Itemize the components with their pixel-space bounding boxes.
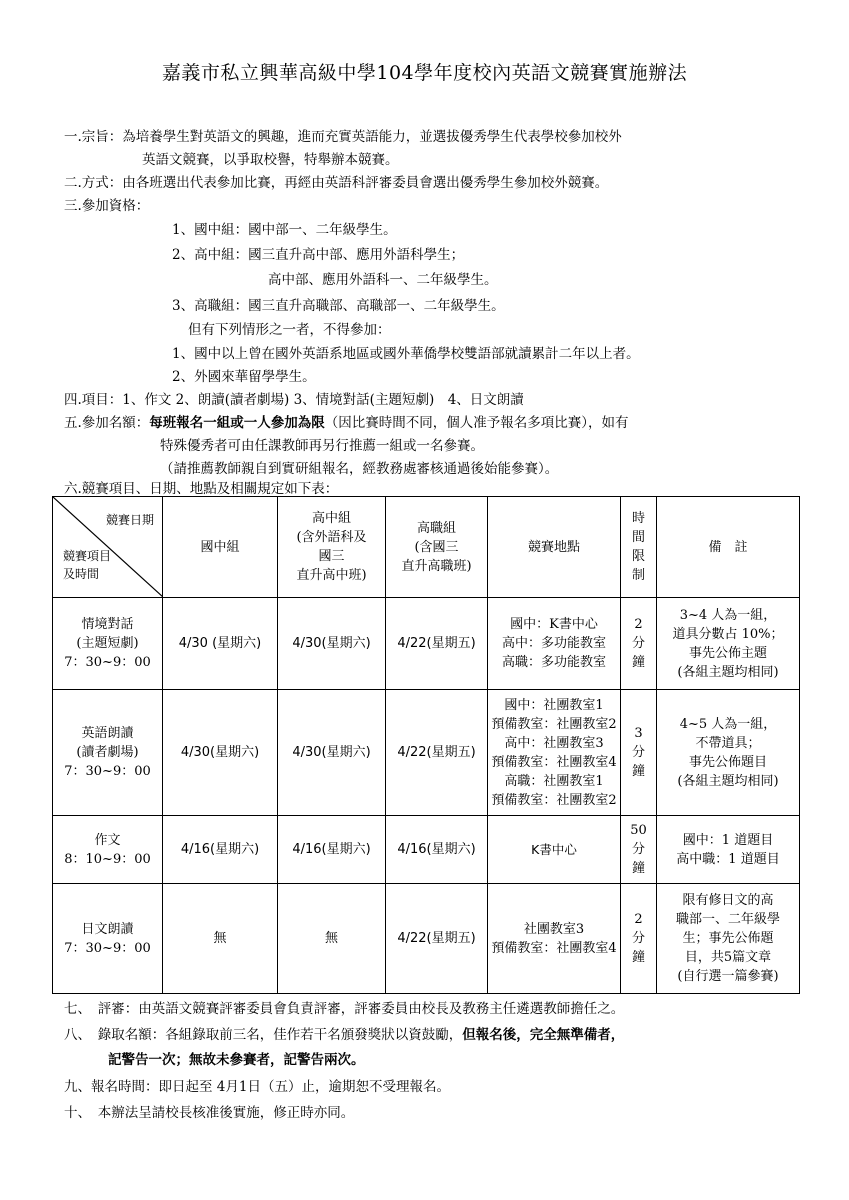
limit-line: 2 (634, 912, 643, 927)
section-method: 二.方式：由各班選出代表參加比賽，再經由英語科評審委員會選出優秀學生參加校外競賽。 (64, 175, 609, 191)
location-line: 預備教室：社團教室4 (491, 754, 617, 770)
senior-date: 無 (278, 884, 386, 994)
notes-cell (657, 598, 800, 690)
note-line: 事先公佈題目 (688, 754, 767, 770)
limit-line: 鐘 (631, 861, 645, 876)
location-cell (488, 690, 621, 816)
header-junior: 國中組 (163, 497, 278, 598)
eligibility-senior-line2: 高中部、應用外語科一、二年級學生。 (268, 272, 498, 288)
note-line: 國中：1 道題目 (682, 832, 774, 848)
location-line: 預備教室：社團教室2 (491, 716, 617, 732)
header-time-limit-4: 制 (631, 568, 645, 583)
section-quota-line3: （請推薦教師親自到實研組報名，經教務處審核通過後始能參賽）。 (160, 461, 559, 477)
event-time: 7：30~9：00 (64, 764, 151, 779)
notes-cell (657, 816, 800, 884)
table-corner-cell (53, 497, 163, 598)
document-title: 嘉義市私立興華高級中學104學年度校內英語文競賽實施辦法 (161, 62, 688, 84)
note-line: 生；事先公佈題 (682, 931, 774, 946)
vocational-date: 4/22(星期五) (386, 884, 488, 994)
location-line: 預備教室：社團教室4 (491, 940, 617, 956)
limit-line: 3 (634, 726, 643, 741)
header-vocational (386, 497, 488, 598)
junior-date: 4/30(星期六) (163, 690, 278, 816)
location-line: 預備教室：社團教室2 (491, 792, 617, 808)
senior-date: 4/16(星期六) (278, 816, 386, 884)
section-items: 四.項目：1、作文 2、朗讀(讀者劇場) 3、情境對話(主題短劇) 4、日文朗讀 (64, 392, 524, 408)
section-schedule-heading: 六.競賽項目、日期、地點及相關規定如下表： (64, 481, 339, 497)
location-line: 高職：社團教室1 (504, 773, 604, 789)
section-judging: 七、 評審：由英語文競賽評審委員會負責評審，評審委員由校長及教務主任遴選教師擔任之。 (64, 1001, 625, 1017)
header-time-limit-1: 時 (631, 511, 645, 526)
event-name: 情境對話 (81, 617, 134, 632)
event-sub: (讀者劇場) (76, 745, 139, 760)
section-awards-line1 (64, 1026, 624, 1044)
note-line: 目，共5篇文章 (684, 950, 772, 965)
header-time-limit (621, 497, 657, 598)
note-line: 4~5 人為一組， (679, 716, 777, 732)
table-row (53, 884, 800, 994)
note-line: 不帶道具； (695, 735, 761, 751)
header-location: 競賽地點 (488, 497, 621, 598)
limit-cell (621, 598, 657, 690)
table-row (53, 690, 800, 816)
awards-bold-1: 但報名後，完全無準備者， (462, 1027, 625, 1043)
header-vocational-2: (含國三 (414, 539, 459, 555)
senior-date: 4/30(星期六) (278, 690, 386, 816)
limit-line: 分 (631, 842, 645, 857)
event-name: 作文 (94, 832, 121, 848)
location-cell (488, 598, 621, 690)
quota-bold: 每班報名一組或一人參加為限 (149, 415, 325, 431)
header-senior-3: 國三 (318, 549, 345, 564)
header-senior-1: 高中組 (311, 511, 351, 526)
limit-line: 分 (631, 745, 645, 760)
note-line: (各組主題均相同) (677, 773, 779, 789)
table-header-row (53, 497, 800, 598)
location-cell (488, 816, 621, 884)
notes-cell (657, 884, 800, 994)
section-approval: 十、 本辦法呈請校長核准後實施，修正時亦同。 (64, 1105, 355, 1121)
section-registration: 九、報名時間：即日起至 4月1日（五）止，逾期恕不受理報名。 (64, 1079, 450, 1095)
exclusion-2: 2、外國來華留學學生。 (172, 369, 316, 385)
header-vocational-3: 直升高職班) (401, 558, 472, 574)
event-cell (53, 884, 163, 994)
limit-cell (621, 884, 657, 994)
corner-date-label: 競賽日期 (105, 513, 154, 527)
event-name: 日文朗讀 (81, 921, 134, 937)
junior-date: 4/30 (星期六) (163, 598, 278, 690)
event-time: 8：10~9：00 (64, 851, 151, 867)
table-row (53, 816, 800, 884)
location-line: 國中：K書中心 (510, 617, 598, 632)
awards-prefix: 八、 錄取名額：各組錄取前三名，佳作若干名頒發獎狀以資鼓勵， (64, 1027, 463, 1043)
table-row (53, 598, 800, 690)
corner-event-label-1: 競賽項目 (63, 549, 112, 563)
note-line: 道具分數占 10%； (672, 626, 784, 642)
quota-rest: （因比賽時間不同，個人准予報名多項比賽），如有 (324, 415, 629, 431)
limit-cell (621, 816, 657, 884)
event-cell (53, 816, 163, 884)
eligibility-senior: 2、高中組：國三直升高中部、應用外語科學生； (172, 247, 465, 263)
limit-line: 分 (631, 636, 645, 651)
event-name: 英語朗讀 (81, 726, 134, 741)
header-senior (278, 497, 386, 598)
event-cell (53, 598, 163, 690)
section-purpose-line1: 一.宗旨：為培養學生對英語文的興趣，進而充實英語能力，並選拔優秀學生代表學校參加校外 (64, 129, 622, 145)
location-line: 社團教室3 (523, 921, 585, 937)
limit-line: 2 (634, 617, 643, 632)
note-line: 限有修日文的高 (682, 893, 774, 908)
location-line: 國中：社團教室1 (504, 697, 604, 713)
junior-date: 無 (163, 884, 278, 994)
notes-cell (657, 690, 800, 816)
limit-line: 鐘 (631, 764, 645, 779)
header-senior-2: (含外語科及 (296, 530, 367, 545)
limit-cell (621, 690, 657, 816)
corner-event-label (63, 547, 111, 583)
limit-line: 分 (631, 931, 645, 946)
senior-date: 4/30(星期六) (278, 598, 386, 690)
section-awards-line2: 記警告一次；無故未參賽者，記警告兩次。 (108, 1052, 365, 1068)
event-cell (53, 690, 163, 816)
section-eligibility-heading: 三.參加資格： (64, 198, 150, 214)
header-vocational-1: 高職組 (416, 520, 456, 536)
junior-date: 4/16(星期六) (163, 816, 278, 884)
limit-line: 鐘 (631, 950, 645, 965)
event-time: 7：30~9：00 (64, 940, 151, 956)
section-purpose-line2: 英語文競賽，以爭取校譽，特舉辦本競賽。 (142, 152, 399, 168)
location-line: K書中心 (531, 842, 577, 857)
header-senior-4: 直升高中班) (296, 568, 367, 583)
header-notes: 備 註 (657, 497, 800, 598)
event-time: 7：30~9：00 (64, 655, 151, 670)
note-line: 職部一、二年級學 (675, 912, 780, 927)
location-line: 高中：多功能教室 (501, 636, 606, 651)
vocational-date: 4/22(星期五) (386, 690, 488, 816)
schedule-table (52, 496, 800, 994)
note-line: 3~4 人為一組， (679, 607, 777, 623)
exclusion-heading: 但有下列情形之一者，不得參加： (188, 322, 391, 338)
corner-event-label-2: 及時間 (63, 567, 100, 581)
note-line: 事先公佈主題 (688, 645, 767, 661)
vocational-date: 4/16(星期六) (386, 816, 488, 884)
note-line: 高中職：1 道題目 (676, 851, 780, 867)
note-line: (自行選一篇參賽) (677, 969, 779, 984)
note-line: (各組主題均相同) (677, 664, 779, 680)
event-sub: (主題短劇) (76, 636, 139, 651)
limit-line: 鐘 (631, 655, 645, 670)
quota-prefix: 五.參加名額： (64, 415, 150, 431)
header-time-limit-3: 限 (631, 549, 645, 564)
location-cell (488, 884, 621, 994)
eligibility-vocational: 3、高職組：國三直升高職部、高職部一、二年級學生。 (172, 298, 505, 314)
vocational-date: 4/22(星期五) (386, 598, 488, 690)
eligibility-junior: 1、國中組：國中部一、二年級學生。 (172, 222, 397, 238)
section-quota-line2: 特殊優秀者可由任課教師再另行推薦一組或一名參賽。 (160, 438, 484, 454)
header-time-limit-2: 間 (631, 530, 645, 545)
exclusion-1: 1、國中以上曾在國外英語系地區或國外華僑學校雙語部就讀累計二年以上者。 (172, 346, 640, 362)
location-line: 高中：社團教室3 (504, 735, 604, 751)
limit-line: 50 (630, 823, 647, 838)
section-quota-line1 (64, 414, 629, 432)
location-line: 高職：多功能教室 (501, 655, 606, 670)
